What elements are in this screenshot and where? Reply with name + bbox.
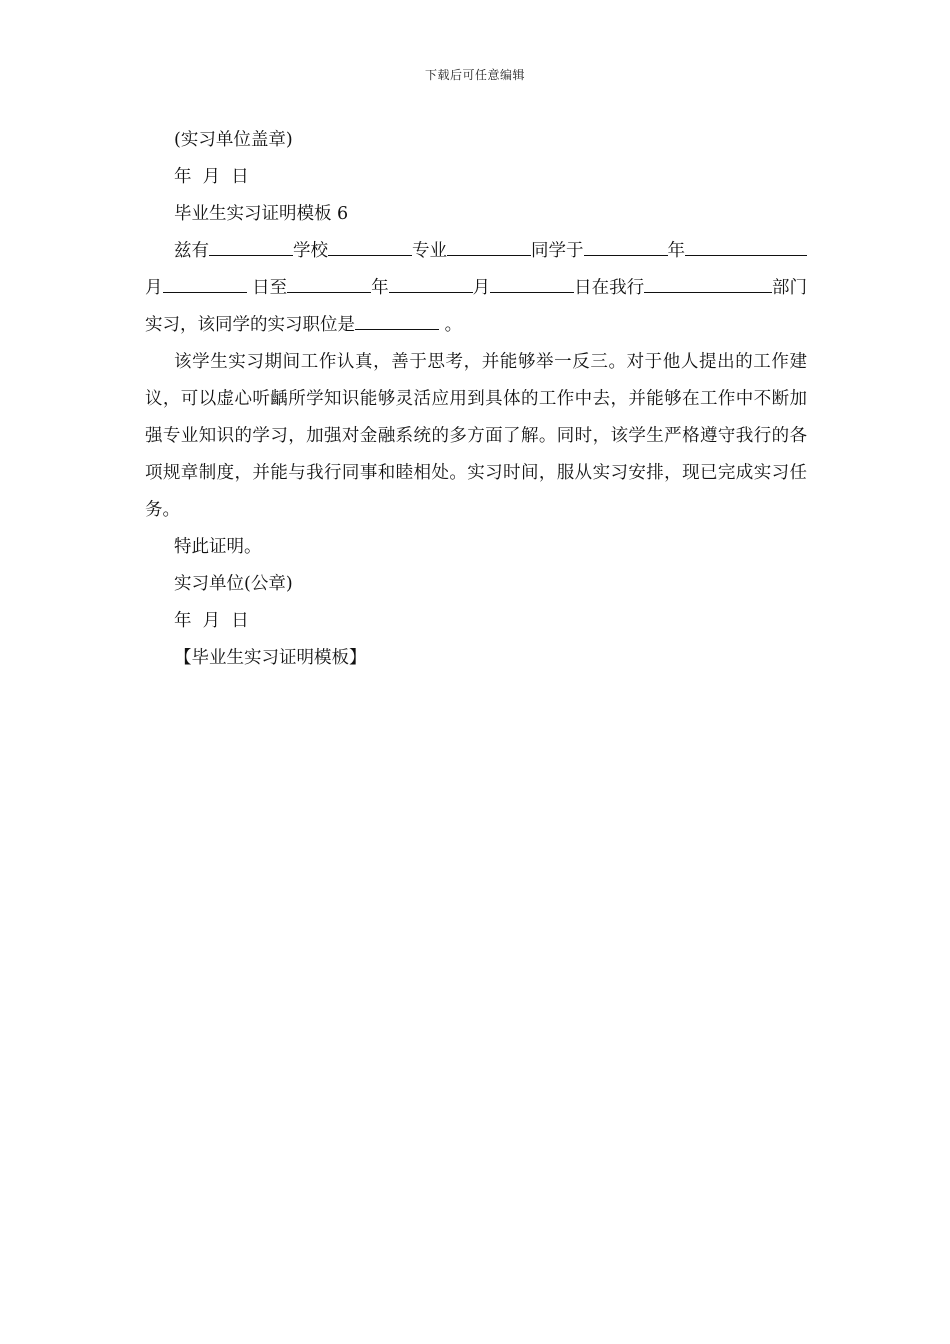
blank-field [355, 315, 439, 330]
footer-title: 【毕业生实习证明模板】 [174, 648, 367, 668]
date-line: 年 月 日 [174, 167, 249, 187]
unit-line: 实习单位(公章) [174, 574, 293, 594]
form-text: 年 [667, 241, 685, 261]
form-text: 兹有 [174, 241, 209, 261]
form-text: 月 [472, 278, 491, 298]
blank-field [389, 278, 473, 293]
form-line-3 [145, 307, 807, 344]
form-line-2 [145, 270, 807, 307]
blank-field [328, 241, 412, 256]
form-text: 月 [145, 278, 163, 298]
form-text: 年 [371, 278, 389, 298]
header-note: 下载后可任意编辑 [424, 68, 525, 82]
blank-field [287, 278, 371, 293]
form-text: 学校 [293, 241, 328, 261]
blank-field [447, 241, 531, 256]
form-line-1 [145, 233, 807, 270]
certify-line: 特此证明。 [174, 537, 262, 557]
blank-field [685, 241, 807, 256]
blank-field [163, 278, 247, 293]
form-text: 同学于 [531, 241, 584, 261]
form-text: 部门 [772, 278, 807, 298]
form-text: 实习，该同学的实习职位是 [145, 315, 355, 335]
form-text: 专业 [412, 241, 447, 261]
document-body [145, 122, 807, 677]
date-line: 年 月 日 [174, 611, 249, 631]
blank-field [490, 278, 574, 293]
form-text: 日在我行 [574, 278, 645, 298]
form-text: 。 [439, 315, 463, 335]
blank-field [644, 278, 772, 293]
blank-field [209, 241, 293, 256]
body-paragraph: 该学生实习期间工作认真，善于思考，并能够举一反三。对于他人提出的工作建议，可以虚心听齲所学知识能够灵活应用到具体的工作中去，并能够在工作中不断加强专业知识的学习，加强对金融系统的多方面了解。同时，该学生严格遵守我行的各项规章制度，并能与我行同事和睦相处。实习时间，服从实习安排，现已完成实习任务。 [145, 352, 807, 520]
form-text: 日至 [246, 278, 288, 298]
seal-line: (实习单位盖章) [174, 130, 293, 150]
template-title: 毕业生实习证明模板 6 [174, 204, 349, 224]
blank-field [584, 241, 668, 256]
